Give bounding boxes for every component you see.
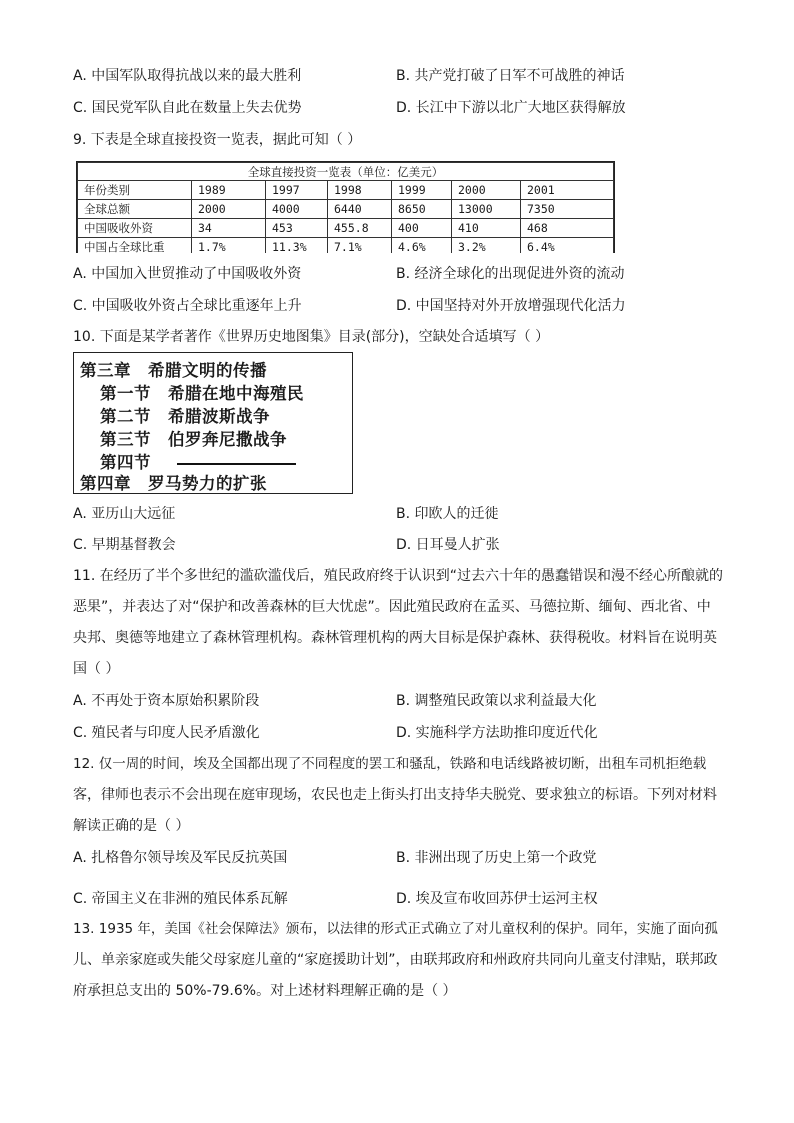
- q11-stem: [73, 561, 725, 685]
- q11-stem-line: 央邦、奥德等地建立了森林管理机构。森林管理机构的两大目标是保护森林、获得税收。材料旨在说明英: [73, 630, 717, 646]
- q8-option-d: D. 长江中下游以北广大地区获得解放: [396, 100, 626, 116]
- q10-option-c: C. 早期基督教会: [73, 537, 176, 553]
- table-row: [78, 200, 614, 219]
- q9-option-c: C. 中国吸收外资占全球比重逐年上升: [73, 298, 302, 314]
- q11-option-a: A. 不再处于资本原始积累阶段: [73, 693, 260, 709]
- q12-stem-line: 解读正确的是（ ）: [73, 818, 190, 834]
- table-header-cell: 1999: [392, 181, 452, 200]
- q12-stem-line: 客，律师也表示不会出现在庭审现场，农民也走上街头打出支持华夫脱党、要求独立的标语。下列对材料: [73, 787, 717, 803]
- table-header-cell: 1989: [192, 181, 266, 200]
- q8-option-a: A. 中国军队取得抗战以来的最大胜利: [73, 68, 302, 84]
- table-cell: 11.3%: [266, 238, 328, 254]
- table-cell: 8650: [392, 200, 452, 219]
- table-cell: 7350: [521, 200, 614, 219]
- table-cell: 34: [192, 219, 266, 238]
- q13-stem: [73, 914, 725, 1007]
- table-header-cell: 1998: [328, 181, 392, 200]
- q13-stem-line: 府承担总支出的 50%-79.6%。对上述材料理解正确的是（ ）: [73, 983, 457, 999]
- toc-section-1: 第一节 希腊在地中海殖民: [100, 384, 304, 403]
- table-cell: 2000: [192, 200, 266, 219]
- q9-stem: 9. 下表是全球直接投资一览表，据此可知（ ）: [73, 132, 362, 148]
- table-row: [78, 219, 614, 238]
- table-of-contents-box: [73, 352, 353, 494]
- table-header-row: [78, 181, 614, 200]
- table-cell: 6440: [328, 200, 392, 219]
- table-cell: 400: [392, 219, 452, 238]
- table-header-cell: 年份类别: [78, 181, 192, 200]
- q11-option-c: C. 殖民者与印度人民矛盾激化: [73, 725, 260, 741]
- q9-option-d: D. 中国坚持对外开放增强现代化活力: [396, 298, 626, 314]
- table-cell: 中国吸收外资: [78, 219, 192, 238]
- q13-stem-line: 13. 1935 年，美国《社会保障法》颁布，以法律的形式正式确立了对儿童权利的保护。同年，实施了面向孤: [73, 921, 718, 937]
- toc-section-3: 第三节 伯罗奔尼撒战争: [100, 430, 287, 449]
- table-cell: 1.7%: [192, 238, 266, 254]
- table-cell: 4.6%: [392, 238, 452, 254]
- q11-option-b: B. 调整殖民政策以求利益最大化: [396, 693, 597, 709]
- q9-option-a: A. 中国加入世贸推动了中国吸收外资: [73, 266, 302, 282]
- table-cell: 4000: [266, 200, 328, 219]
- q11-stem-line: 恶果”，并表达了对“保护和改善森林的巨大忧虑”。因此殖民政府在孟买、马德拉斯、缅甸、西北省、中: [73, 599, 711, 615]
- table-cell: 全球总额: [78, 200, 192, 219]
- q13-stem-line: 儿、单亲家庭或失能父母家庭儿童的“家庭援助计划”，由联邦政府和州政府共同向儿童支付津贴，联邦政: [73, 952, 718, 968]
- q11-option-d: D. 实施科学方法助推印度近代化: [396, 725, 598, 741]
- table-cell: 410: [452, 219, 521, 238]
- q12-option-c: C. 帝国主义在非洲的殖民体系瓦解: [73, 891, 288, 907]
- investment-table: [76, 161, 615, 253]
- toc-section-2: 第二节 希腊波斯战争: [100, 407, 270, 426]
- table-header-cell: 2000: [452, 181, 521, 200]
- q12-option-d: D. 埃及宣布收回苏伊士运河主权: [396, 891, 598, 907]
- q8-option-c: C. 国民党军队自此在数量上失去优势: [73, 100, 302, 116]
- table-cell: 3.2%: [452, 238, 521, 254]
- q10-stem: 10. 下面是某学者著作《世界历史地图集》目录(部分)，空缺处合适填写（ ）: [73, 329, 550, 345]
- q12-option-a: A. 扎格鲁尔领导埃及军民反抗英国: [73, 850, 288, 866]
- table-cell: 中国占全球比重: [78, 238, 192, 254]
- table-cell: 468: [521, 219, 614, 238]
- table-cell: 453: [266, 219, 328, 238]
- q11-stem-line: 国（ ）: [73, 661, 120, 677]
- table-cell: 7.1%: [328, 238, 392, 254]
- table-caption: 全球直接投资一览表（单位：亿美元）: [78, 163, 614, 181]
- q11-stem-line: 11. 在经历了半个多世纪的滥砍滥伐后，殖民政府终于认识到“过去六十年的愚蠢错误和漫不经心所酿就的: [73, 568, 723, 584]
- q10-option-b: B. 印欧人的迁徙: [396, 506, 499, 522]
- table-header-cell: 1997: [266, 181, 328, 200]
- q10-option-d: D. 日耳曼人扩张: [396, 537, 500, 553]
- q12-stem-line: 12. 仅一周的时间，埃及全国都出现了不同程度的罢工和骚乱，铁路和电话线路被切断，出租车司机拒绝载: [73, 756, 707, 772]
- table-row: [78, 238, 614, 254]
- toc-section-4: 第四节: [100, 453, 151, 472]
- toc-blank-line: [177, 463, 296, 465]
- q12-option-b: B. 非洲出现了历史上第一个政党: [396, 850, 597, 866]
- table-cell: 13000: [452, 200, 521, 219]
- q9-option-b: B. 经济全球化的出现促进外资的流动: [396, 266, 625, 282]
- table-cell: 455.8: [328, 219, 392, 238]
- table-cell: 6.4%: [521, 238, 614, 254]
- toc-chapter-4: 第四章 罗马势力的扩张: [80, 474, 267, 493]
- toc-chapter-3: 第三章 希腊文明的传播: [80, 361, 267, 380]
- q12-stem: [73, 749, 725, 842]
- q8-option-b: B. 共产党打破了日军不可战胜的神话: [396, 68, 625, 84]
- q10-option-a: A. 亚历山大远征: [73, 506, 176, 522]
- table-header-cell: 2001: [521, 181, 614, 200]
